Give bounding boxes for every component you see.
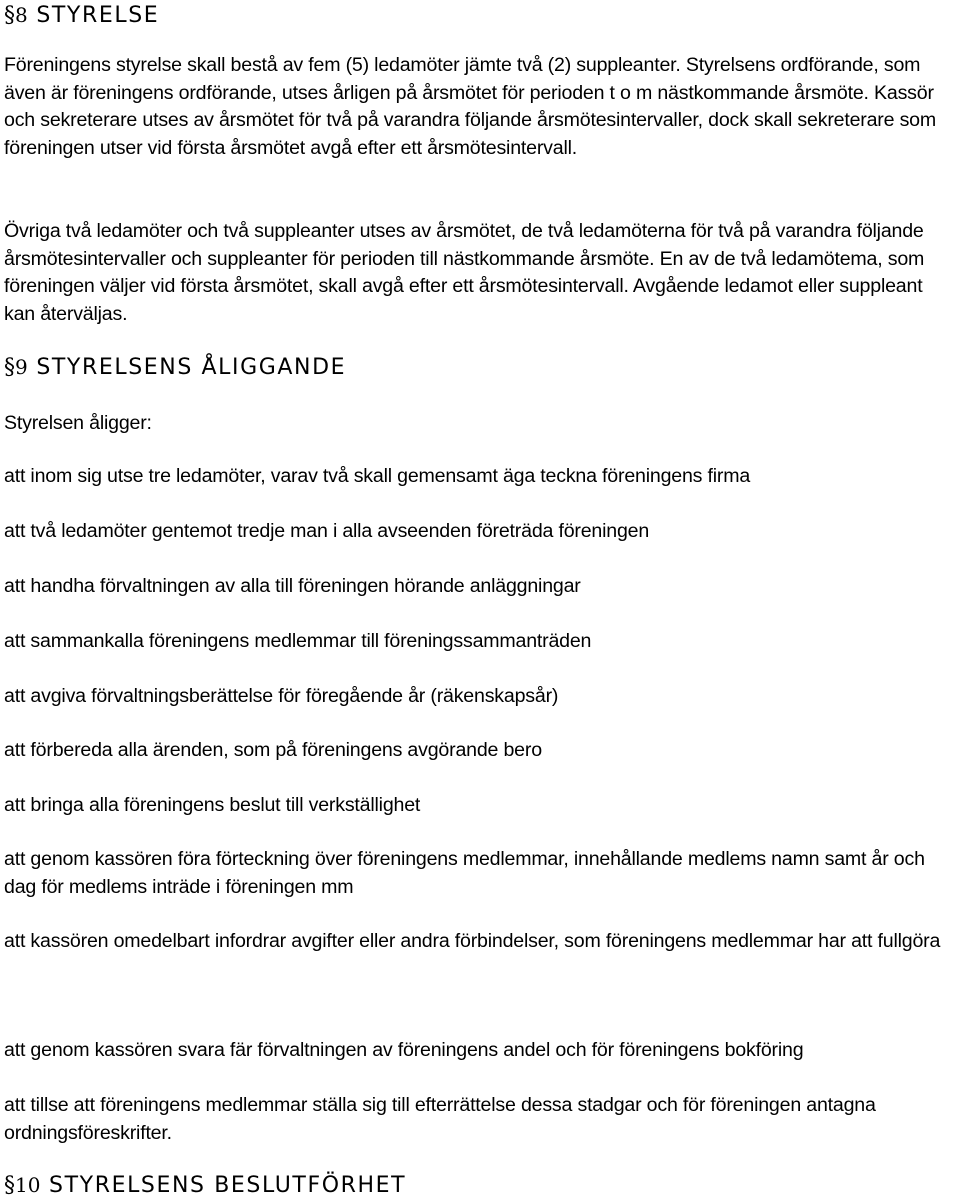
section-sign: § bbox=[4, 355, 15, 380]
section-8-paragraph-2: Övriga två ledamöter och två suppleanter utses av årsmötet, de två ledamöterna för två på varandra följande årsmötesintervaller och suppleanter för perioden till nästkommande årsmöte. En av de två ledamötema, som föreningen väljer vid första årsmötet, skall avgå efter ett årsmötesintervall. Avgående ledamot eller suppleant kan återväljas. bbox=[4, 220, 925, 325]
section-number: 10 bbox=[15, 1173, 41, 1197]
section-title: STYRELSENS BESLUTFÖRHET bbox=[49, 1173, 407, 1198]
duty-item: att sammankalla föreningens medlemmar till föreningssammanträden bbox=[4, 630, 592, 652]
duty-item: att bringa alla föreningens beslut till verkställighet bbox=[4, 794, 421, 816]
section-sign: § bbox=[4, 1173, 15, 1198]
section-title: STYRELSENS ÅLIGGANDE bbox=[36, 355, 347, 380]
section-8-heading bbox=[4, 2, 159, 29]
section-9-heading bbox=[4, 354, 346, 381]
duty-item: att förbereda alla ärenden, som på föreningens avgörande bero bbox=[4, 739, 542, 761]
section-9-intro: Styrelsen åligger: bbox=[4, 412, 152, 434]
section-8-paragraph-1: Föreningens styrelse skall bestå av fem (5) ledamöter jämte två (2) suppleanter. Styrelsens ordförande, som även är föreningens ordförande, utses årligen på årsmötet för perioden t o m nästkommande årsmöte. Kassör och sekreterare utses av årsmötet för två på varandra följande årsmötesintervaller, dock skall sekreterare som föreningen utser vid första årsmötet avgå efter ett årsmötesintervall. bbox=[4, 54, 936, 159]
section-title: STYRELSE bbox=[36, 3, 160, 28]
section-number: 8 bbox=[15, 3, 28, 27]
duty-item: att två ledamöter gentemot tredje man i alla avseenden företräda föreningen bbox=[4, 520, 650, 542]
section-number: 9 bbox=[15, 355, 28, 379]
duty-item: att handha förvaltningen av alla till föreningen hörande anläggningar bbox=[4, 575, 581, 597]
section-10-heading bbox=[4, 1172, 406, 1199]
duty-item: att genom kassören föra förteckning över föreningens medlemmar, innehållande medlems namn samt år och dag för medlems inträde i föreningen mm bbox=[4, 848, 925, 898]
duty-item: att kassören omedelbart infordrar avgifter eller andra förbindelser, som föreningens medlemmar har att fullgöra bbox=[4, 930, 941, 952]
duty-item: att avgiva förvaltningsberättelse för föregående år (räkenskapsår) bbox=[4, 685, 559, 707]
duty-item: att genom kassören svara fär förvaltningen av föreningens andel och för föreningens bokföring bbox=[4, 1039, 804, 1061]
duty-item: att tillse att föreningens medlemmar ställa sig till efterrättelse dessa stadgar och för föreningen antagna ordningsföreskrifter. bbox=[4, 1094, 876, 1144]
duty-item: att inom sig utse tre ledamöter, varav två skall gemensamt äga teckna föreningens firma bbox=[4, 465, 751, 487]
section-sign: § bbox=[4, 3, 15, 28]
